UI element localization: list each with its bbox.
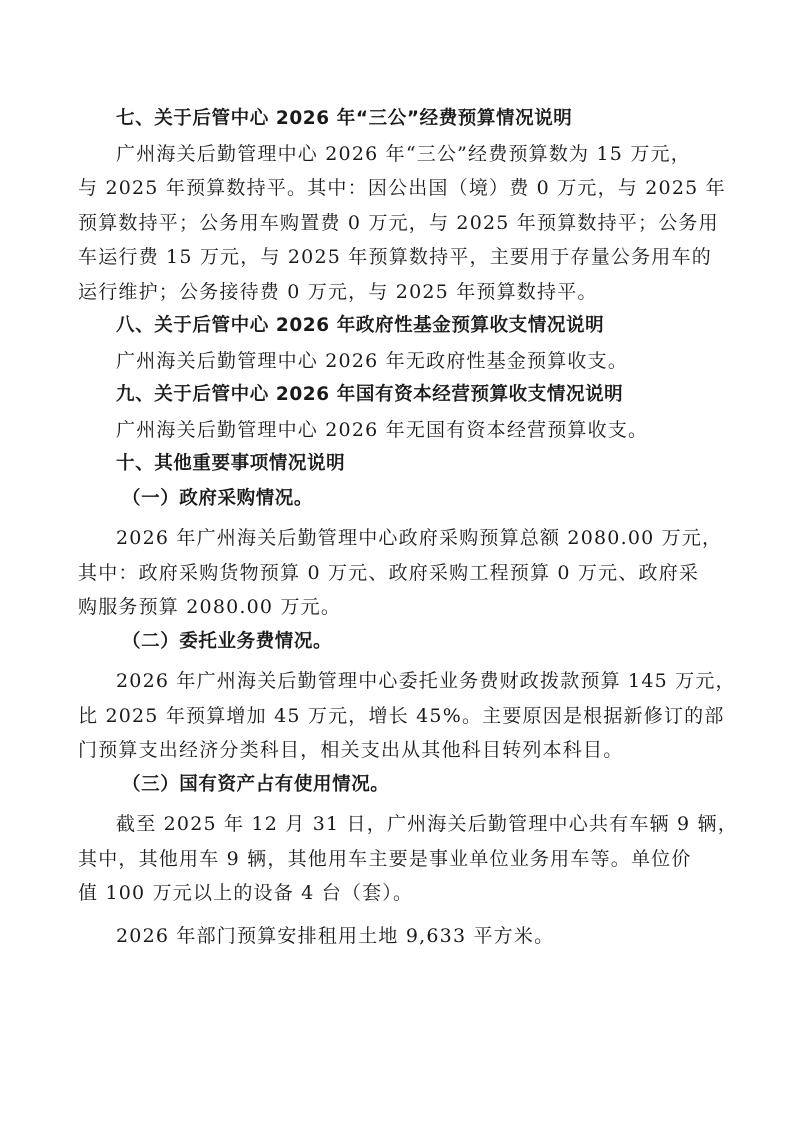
section-9-line-1: 广州海关后勤管理中心 2026 年无国有资本经营预算收支。: [116, 418, 649, 441]
state-assets-line-1: 截至 2025 年 12 月 31 日，广州海关后勤管理中心共有车辆 9 辆，: [116, 813, 738, 835]
section-8-line-1: 广州海关后勤管理中心 2026 年无政府性基金预算收支。: [116, 349, 629, 372]
section-8-heading: 八、关于后管中心 2026 年政府性基金预算收支情况说明: [116, 315, 605, 336]
section-7-line-1: 广州海关后勤管理中心 2026 年“三公”经费预算数为 15 万元，: [116, 142, 691, 165]
section-7-line-3: 预算数持平；公务用车购置费 0 万元，与 2025 年预算数持平；公务用: [78, 211, 719, 234]
land-lease-line: 2026 年部门预算安排租用土地 9,633 平方米。: [116, 924, 555, 947]
section-7-line-4: 车运行费 15 万元，与 2025 年预算数持平，主要用于存量公务用车的: [78, 246, 712, 268]
procurement-line-2: 其中：政府采购货物预算 0 万元、政府采购工程预算 0 万元、政府采: [78, 561, 700, 584]
entrusted-fee-line-2: 比 2025 年预算增加 45 万元，增长 45%。主要原因是根据新修订的部: [78, 704, 725, 727]
subsection-procurement-heading: （一）政府采购情况。: [122, 487, 314, 509]
section-9-heading: 九、关于后管中心 2026 年国有资本经营预算收支情况说明: [116, 384, 624, 405]
document-page: [78, 102, 738, 953]
state-assets-line-3: 值 100 万元以上的设备 4 台（套）。: [78, 882, 414, 904]
section-10-heading: 十、其他重要事项情况说明: [116, 453, 346, 474]
section-7-heading: 七、关于后管中心 2026 年“三公”经费预算情况说明: [116, 108, 573, 129]
entrusted-fee-line-3: 门预算支出经济分类科目，相关支出从其他科目转列本科目。: [78, 739, 624, 761]
section-7-line-5: 运行维护；公务接待费 0 万元，与 2025 年预算数持平。: [78, 280, 598, 303]
state-assets-line-2: 其中，其他用车 9 辆，其他用车主要是事业单位业务用车等。单位价: [78, 847, 692, 870]
procurement-line-1: 2026 年广州海关后勤管理中心政府采购预算总额 2080.00 万元，: [116, 527, 723, 549]
subsection-entrusted-fee-heading: （二）委托业务费情况。: [122, 630, 333, 652]
subsection-state-assets-heading: （三）国有资产占有使用情况。: [122, 773, 390, 795]
entrusted-fee-line-1: 2026 年广州海关后勤管理中心委托业务费财政拨款预算 145 万元，: [116, 670, 736, 692]
section-7-line-2: 与 2025 年预算数持平。其中：因公出国（境）费 0 万元，与 2025 年: [78, 177, 726, 199]
procurement-line-3: 购服务预算 2080.00 万元。: [78, 596, 342, 618]
